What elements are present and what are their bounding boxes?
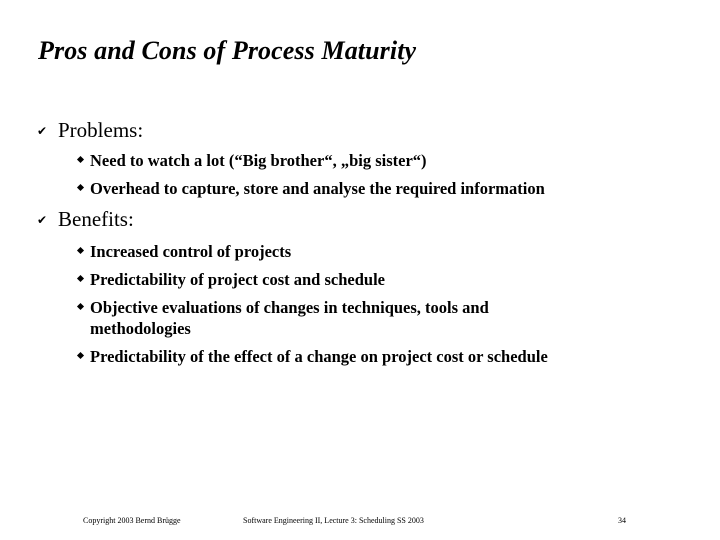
diamond-bullet-icon bbox=[76, 183, 85, 192]
list-item bbox=[76, 346, 666, 367]
footer-copyright: Copyright 2003 Bernd Brügge bbox=[83, 516, 181, 525]
checkmark-bullet-icon: ✔ bbox=[36, 123, 48, 138]
list-item-text: Need to watch a lot (“Big brother“, „big sister“) bbox=[90, 151, 427, 170]
benefits-list bbox=[76, 241, 666, 374]
problems-heading bbox=[35, 118, 143, 143]
diamond-bullet-icon bbox=[76, 351, 85, 360]
list-item-text: Predictability of project cost and schedule bbox=[90, 270, 385, 289]
diamond-bullet-icon bbox=[76, 274, 85, 283]
problems-heading-label: Problems: bbox=[58, 118, 144, 142]
footer-page-number: 34 bbox=[618, 516, 626, 525]
diamond-bullet-icon bbox=[76, 302, 85, 311]
list-item bbox=[76, 241, 666, 262]
list-item bbox=[76, 297, 590, 339]
list-item-text: Overhead to capture, store and analyse the required information bbox=[90, 179, 545, 198]
slide-title: Pros and Cons of Process Maturity bbox=[38, 36, 417, 65]
problems-list bbox=[76, 150, 676, 206]
list-item-text: Predictability of the effect of a change on project cost or schedule bbox=[90, 347, 548, 366]
footer-course: Software Engineering II, Lecture 3: Scheduling SS 2003 bbox=[243, 516, 424, 525]
list-item bbox=[76, 150, 676, 171]
list-item bbox=[76, 269, 666, 290]
checkmark-bullet-icon: ✔ bbox=[36, 212, 48, 227]
list-item-text: Increased control of projects bbox=[90, 242, 292, 261]
list-item-text: Objective evaluations of changes in techniques, tools and methodologies bbox=[90, 298, 489, 338]
benefits-heading-label: Benefits: bbox=[58, 207, 134, 231]
diamond-bullet-icon bbox=[76, 246, 85, 255]
diamond-bullet-icon bbox=[76, 155, 85, 164]
list-item bbox=[76, 178, 676, 199]
benefits-heading bbox=[35, 207, 134, 232]
